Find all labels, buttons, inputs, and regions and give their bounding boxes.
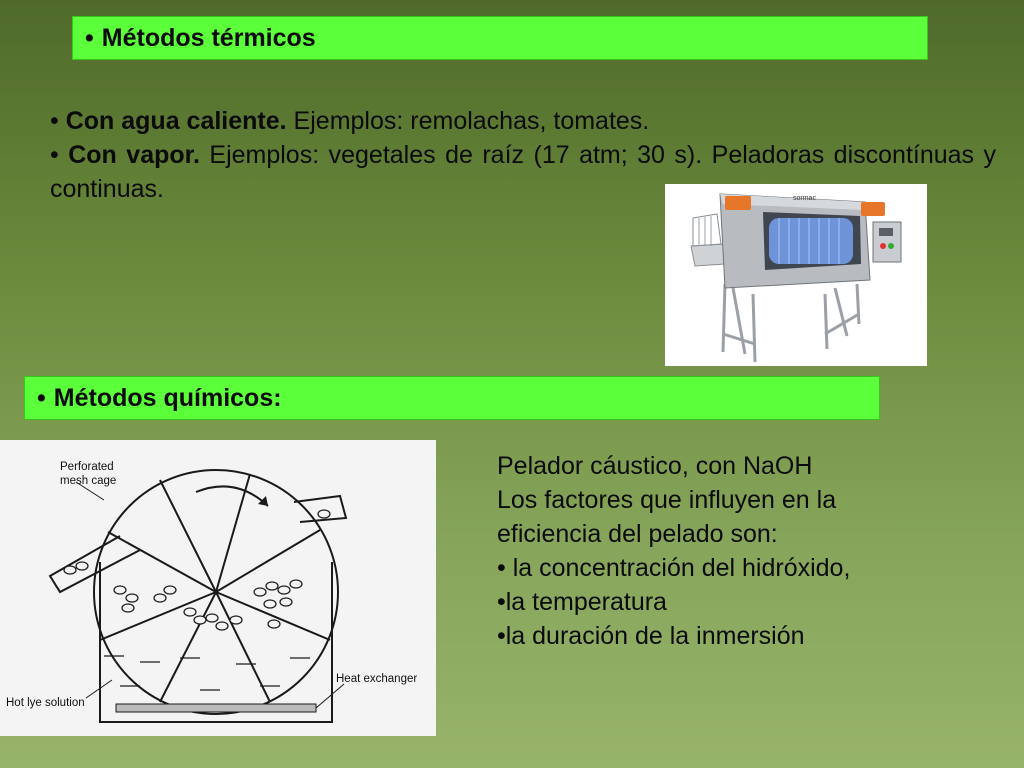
header-bullet: • <box>37 383 46 412</box>
header-bullet: • <box>85 23 94 52</box>
bullet: • <box>50 141 59 169</box>
label-mesh-cage: mesh cage <box>60 475 117 487</box>
steam-peeler-photo <box>665 184 927 366</box>
list-item-hot-water <box>50 104 996 138</box>
steam-label: Con vapor. <box>68 141 200 169</box>
label-hot-lye-solution: Hot lye solution <box>6 697 85 709</box>
label-perforated: Perforated <box>60 461 114 473</box>
steam-examples: Ejemplos: vegetales de raíz (17 atm; 30 s). Peladoras discontínuas y continuas. <box>50 141 997 203</box>
chemical-methods-header <box>24 376 880 420</box>
hot-water-examples: Ejemplos: remolachas, tomates. <box>286 107 650 135</box>
chemical-methods-title: Métodos químicos: <box>53 383 282 412</box>
caustic-peeler-text <box>497 449 997 653</box>
line-factors-intro-cont: eficiencia del pelado son: <box>497 520 778 548</box>
thermal-methods-header <box>72 16 928 60</box>
caustic-peeler-diagram <box>0 440 436 736</box>
sormac-logo: sormac <box>793 195 816 202</box>
thermal-methods-title: Métodos térmicos <box>101 23 316 52</box>
line-immersion-duration: •la duración de la inmersión <box>497 622 805 650</box>
line-temperature: •la temperatura <box>497 588 667 616</box>
line-caustic-peeler: Pelador cáustico, con NaOH <box>497 452 813 480</box>
label-heat-exchanger: Heat exchanger <box>336 673 418 685</box>
hot-water-label: Con agua caliente. <box>65 107 287 135</box>
line-concentration: • la concentración del hidróxido, <box>497 554 851 582</box>
bullet: • <box>50 107 59 135</box>
line-factors-intro: Los factores que influyen en la <box>497 486 837 514</box>
